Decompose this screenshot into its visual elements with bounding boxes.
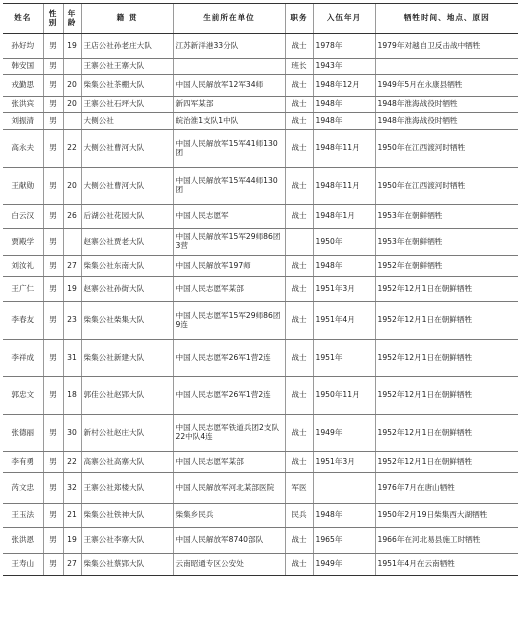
cell-duty: 战士 — [285, 113, 313, 130]
cell-sex: 男 — [43, 452, 63, 473]
cell-sex: 男 — [43, 130, 63, 168]
cell-enlist: 1949年 — [313, 415, 375, 452]
cell-enlist: 1943年 — [313, 59, 375, 75]
cell-event: 1950年在江西渡河时牺牲 — [375, 168, 518, 205]
cell-unit: 柴集乡民兵 — [173, 504, 285, 528]
cell-name: 刘汝礼 — [3, 256, 43, 277]
cell-name: 张洪恩 — [3, 528, 43, 554]
cell-event: 1948年淮海战役时牺牲 — [375, 113, 518, 130]
cell-enlist: 1948年12月 — [313, 75, 375, 97]
cell-enlist: 1950年11月 — [313, 377, 375, 415]
cell-age — [63, 113, 81, 130]
cell-duty: 战士 — [285, 130, 313, 168]
cell-duty: 班长 — [285, 59, 313, 75]
cell-unit: 中国人民解放军15军41师130团 — [173, 130, 285, 168]
table-row — [3, 256, 518, 277]
cell-sex: 男 — [43, 415, 63, 452]
cell-origin: 大侧公社曹河大队 — [81, 168, 173, 205]
header-origin: 籍 贯 — [81, 4, 173, 34]
cell-origin: 赵寨公社贾老大队 — [81, 229, 173, 256]
cell-origin: 郭佳公社赵郢大队 — [81, 377, 173, 415]
cell-age: 27 — [63, 256, 81, 277]
cell-unit: 中国人民解放军河北某部医院 — [173, 473, 285, 504]
cell-duty: 战士 — [285, 415, 313, 452]
cell-age: 21 — [63, 504, 81, 528]
cell-sex: 男 — [43, 504, 63, 528]
cell-origin: 柴集公社铁神大队 — [81, 504, 173, 528]
cell-origin: 后湖公社花园大队 — [81, 205, 173, 229]
cell-name: 李有勇 — [3, 452, 43, 473]
cell-age: 19 — [63, 34, 81, 59]
cell-duty: 战士 — [285, 528, 313, 554]
cell-duty: 军医 — [285, 473, 313, 504]
cell-unit: 中国人民志愿军26军1营2连 — [173, 377, 285, 415]
cell-origin: 柴集公社蔡郢大队 — [81, 554, 173, 576]
cell-name: 王献勋 — [3, 168, 43, 205]
cell-origin: 柴集公社茶棚大队 — [81, 75, 173, 97]
cell-sex: 男 — [43, 528, 63, 554]
cell-enlist: 1948年 — [313, 97, 375, 113]
cell-name: 白云汉 — [3, 205, 43, 229]
cell-unit: 皖治淮1支队1中队 — [173, 113, 285, 130]
cell-enlist: 1978年 — [313, 34, 375, 59]
cell-origin: 高寨公社高寨大队 — [81, 452, 173, 473]
cell-sex: 男 — [43, 256, 63, 277]
cell-name: 刘振清 — [3, 113, 43, 130]
cell-origin: 柴集公社新建大队 — [81, 340, 173, 377]
table-row — [3, 97, 518, 113]
cell-unit: 中国人民解放军12军34师 — [173, 75, 285, 97]
header-duty: 职务 — [285, 4, 313, 34]
cell-unit: 中国人民志愿军26军1营2连 — [173, 340, 285, 377]
cell-age: 32 — [63, 473, 81, 504]
cell-enlist: 1948年11月 — [313, 130, 375, 168]
table-row — [3, 34, 518, 59]
header-enlist: 入伍年月 — [313, 4, 375, 34]
cell-duty: 战士 — [285, 168, 313, 205]
table-body — [3, 34, 518, 576]
cell-unit: 新四军某部 — [173, 97, 285, 113]
cell-origin: 新村公社赵庄大队 — [81, 415, 173, 452]
cell-name: 王广仁 — [3, 277, 43, 302]
cell-sex: 男 — [43, 168, 63, 205]
cell-enlist: 1948年 — [313, 256, 375, 277]
table-row — [3, 504, 518, 528]
cell-sex: 男 — [43, 277, 63, 302]
cell-event: 1979年对越自卫反击战中牺牲 — [375, 34, 518, 59]
cell-sex: 男 — [43, 340, 63, 377]
header-unit: 生前所在单位 — [173, 4, 285, 34]
cell-age: 27 — [63, 554, 81, 576]
cell-enlist: 1951年3月 — [313, 452, 375, 473]
cell-origin: 大侧公社 — [81, 113, 173, 130]
cell-unit: 中国人民志愿军某部 — [173, 452, 285, 473]
table-row — [3, 473, 518, 504]
table-row — [3, 377, 518, 415]
cell-origin: 王寨公社石坪大队 — [81, 97, 173, 113]
cell-enlist: 1949年 — [313, 554, 375, 576]
cell-age: 19 — [63, 528, 81, 554]
cell-unit: 中国人民志愿军15军29师86团9连 — [173, 302, 285, 340]
table-row — [3, 75, 518, 97]
cell-name: 芮文忠 — [3, 473, 43, 504]
cell-unit: 中国人民解放军8740部队 — [173, 528, 285, 554]
cell-enlist: 1948年1月 — [313, 205, 375, 229]
cell-enlist — [313, 473, 375, 504]
cell-unit: 云南昭通专区公安处 — [173, 554, 285, 576]
table-row — [3, 168, 518, 205]
cell-sex: 男 — [43, 473, 63, 504]
table-row — [3, 59, 518, 75]
cell-age: 20 — [63, 97, 81, 113]
cell-origin: 大侧公社曹河大队 — [81, 130, 173, 168]
table-header-row — [3, 4, 518, 34]
cell-sex: 男 — [43, 302, 63, 340]
cell-age: 26 — [63, 205, 81, 229]
cell-age: 19 — [63, 277, 81, 302]
cell-enlist: 1965年 — [313, 528, 375, 554]
cell-name: 王寿山 — [3, 554, 43, 576]
martyr-roster-table — [3, 3, 518, 576]
table-row — [3, 205, 518, 229]
cell-duty: 战士 — [285, 302, 313, 340]
cell-event: 1966年在河北易县施工时牺牲 — [375, 528, 518, 554]
table-row — [3, 452, 518, 473]
table-row — [3, 229, 518, 256]
cell-sex: 男 — [43, 75, 63, 97]
cell-age — [63, 59, 81, 75]
table-row — [3, 277, 518, 302]
cell-name: 孙好均 — [3, 34, 43, 59]
cell-name: 李祥成 — [3, 340, 43, 377]
cell-duty: 战士 — [285, 340, 313, 377]
cell-enlist: 1951年3月 — [313, 277, 375, 302]
header-age: 年龄 — [63, 4, 81, 34]
cell-origin: 赵寨公社孙街大队 — [81, 277, 173, 302]
cell-duty: 战士 — [285, 377, 313, 415]
table-row — [3, 302, 518, 340]
cell-origin: 王寨公社李寨大队 — [81, 528, 173, 554]
cell-event: 1950年在江西渡河时牺牲 — [375, 130, 518, 168]
table-row — [3, 340, 518, 377]
cell-origin: 王寨公社王寨大队 — [81, 59, 173, 75]
cell-duty: 战士 — [285, 75, 313, 97]
cell-name: 张洪宾 — [3, 97, 43, 113]
cell-unit: 中国人民志愿军 — [173, 205, 285, 229]
cell-enlist: 1948年 — [313, 504, 375, 528]
cell-event: 1948年淮海战役时牺牲 — [375, 97, 518, 113]
cell-event — [375, 59, 518, 75]
cell-origin: 柴集公社东南大队 — [81, 256, 173, 277]
cell-event: 1952年12月1日在朝鲜牺牲 — [375, 340, 518, 377]
cell-age: 20 — [63, 75, 81, 97]
cell-unit: 江苏新洋港33分队 — [173, 34, 285, 59]
cell-age: 23 — [63, 302, 81, 340]
cell-unit: 中国人民解放军15军44师130团 — [173, 168, 285, 205]
cell-unit: 中国人民志愿军某部 — [173, 277, 285, 302]
cell-name: 张德丽 — [3, 415, 43, 452]
cell-event: 1952年12月1日在朝鲜牺牲 — [375, 277, 518, 302]
cell-event: 1953年在朝鲜牺牲 — [375, 205, 518, 229]
cell-enlist: 1951年4月 — [313, 302, 375, 340]
cell-name: 戎勤思 — [3, 75, 43, 97]
cell-sex: 男 — [43, 113, 63, 130]
cell-sex: 男 — [43, 205, 63, 229]
cell-origin: 王寨公社郑楼大队 — [81, 473, 173, 504]
cell-enlist: 1948年 — [313, 113, 375, 130]
cell-age: 22 — [63, 452, 81, 473]
cell-name: 王玉法 — [3, 504, 43, 528]
cell-event: 1953年在朝鲜牺牲 — [375, 229, 518, 256]
header-name: 姓名 — [3, 4, 43, 34]
cell-name: 郭忠文 — [3, 377, 43, 415]
cell-event: 1952年12月1日在朝鲜牺牲 — [375, 415, 518, 452]
header-event: 牺牲时间、地点、原因 — [375, 4, 518, 34]
cell-unit: 中国人民解放军197师 — [173, 256, 285, 277]
table-row — [3, 528, 518, 554]
cell-event: 1952年12月1日在朝鲜牺牲 — [375, 452, 518, 473]
cell-sex: 男 — [43, 229, 63, 256]
cell-name: 高永夫 — [3, 130, 43, 168]
cell-duty: 战士 — [285, 277, 313, 302]
cell-duty: 战士 — [285, 452, 313, 473]
header-sex: 性别 — [43, 4, 63, 34]
cell-enlist: 1951年 — [313, 340, 375, 377]
cell-event: 1949年5月在永康县牺牲 — [375, 75, 518, 97]
cell-duty — [285, 229, 313, 256]
cell-sex: 男 — [43, 97, 63, 113]
cell-age: 18 — [63, 377, 81, 415]
cell-event: 1950年2月19日柴集西大湖牺牲 — [375, 504, 518, 528]
cell-name: 韩安国 — [3, 59, 43, 75]
cell-unit — [173, 59, 285, 75]
cell-name: 贾殿学 — [3, 229, 43, 256]
cell-event: 1976年7月在唐山牺牲 — [375, 473, 518, 504]
cell-age — [63, 229, 81, 256]
cell-duty: 战士 — [285, 97, 313, 113]
cell-sex: 男 — [43, 59, 63, 75]
cell-name: 李春友 — [3, 302, 43, 340]
table-row — [3, 130, 518, 168]
cell-age: 22 — [63, 130, 81, 168]
cell-sex: 男 — [43, 34, 63, 59]
cell-event: 1952年12月1日在朝鲜牺牲 — [375, 302, 518, 340]
cell-duty: 战士 — [285, 554, 313, 576]
cell-origin: 柴集公社柴集大队 — [81, 302, 173, 340]
table-row — [3, 113, 518, 130]
cell-event: 1951年4月在云南牺牲 — [375, 554, 518, 576]
cell-duty: 民兵 — [285, 504, 313, 528]
cell-event: 1952年在朝鲜牺牲 — [375, 256, 518, 277]
cell-unit: 中国人民志愿军铁道兵团2支队22中队4连 — [173, 415, 285, 452]
cell-age: 31 — [63, 340, 81, 377]
cell-enlist: 1950年 — [313, 229, 375, 256]
cell-sex: 男 — [43, 554, 63, 576]
cell-sex: 男 — [43, 377, 63, 415]
cell-duty: 战士 — [285, 205, 313, 229]
cell-age: 30 — [63, 415, 81, 452]
cell-duty: 战士 — [285, 34, 313, 59]
cell-unit: 中国人民解放军15军29师86团3营 — [173, 229, 285, 256]
cell-duty: 战士 — [285, 256, 313, 277]
table-row — [3, 415, 518, 452]
cell-event: 1952年12月1日在朝鲜牺牲 — [375, 377, 518, 415]
cell-enlist: 1948年11月 — [313, 168, 375, 205]
cell-age: 20 — [63, 168, 81, 205]
table-row — [3, 554, 518, 576]
cell-origin: 王店公社孙老庄大队 — [81, 34, 173, 59]
